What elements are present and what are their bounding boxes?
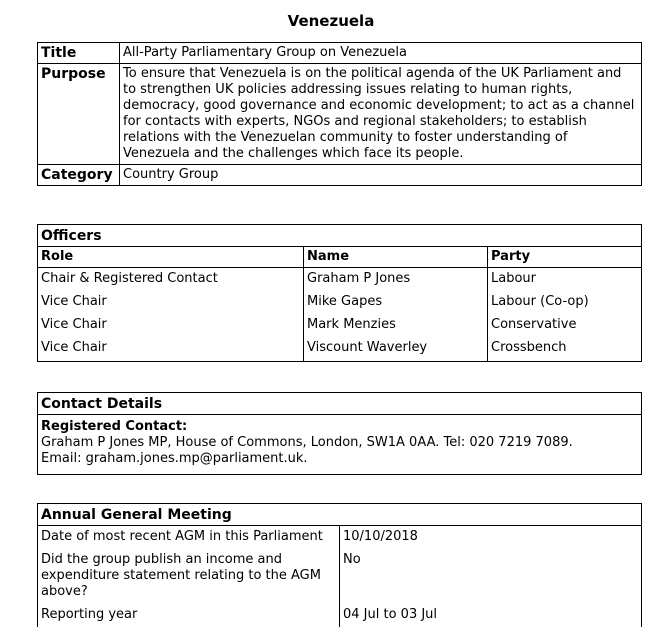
column-header-name: Name — [304, 247, 488, 268]
category-row — [38, 165, 642, 186]
officer-role: Chair & Registered Contact — [38, 268, 304, 292]
officer-party: Labour — [491, 271, 536, 286]
column-header-party: Party — [488, 247, 642, 268]
officers-heading: Officers — [38, 225, 642, 247]
table-row — [38, 291, 642, 314]
category-value: Country Group — [120, 165, 642, 186]
contact-address: Graham P Jones MP, House of Commons, London, SW1A 0AA. Tel: 020 7219 7089. — [41, 435, 573, 450]
officer-role: Vice Chair — [38, 314, 304, 337]
table-row — [38, 604, 642, 627]
officer-party: Crossbench — [491, 340, 567, 355]
agm-heading: Annual General Meeting — [38, 504, 642, 526]
table-row — [38, 314, 642, 337]
agm-answer: 10/10/2018 — [340, 526, 642, 550]
table-row — [38, 337, 642, 362]
officer-name: Mike Gapes — [304, 291, 488, 314]
officer-name: Mark Menzies — [304, 314, 488, 337]
officer-name: Viscount Waverley — [304, 337, 488, 362]
officer-role: Vice Chair — [38, 291, 304, 314]
table-row — [38, 268, 642, 292]
contact-email: Email: graham.jones.mp@parliament.uk. — [41, 451, 308, 466]
table-row — [38, 526, 642, 550]
title-label: Title — [38, 43, 120, 64]
agm-table — [37, 503, 642, 627]
group-info-table — [37, 42, 642, 186]
contact-body — [38, 415, 642, 475]
page-title: Venezuela — [287, 12, 375, 30]
registered-contact-label: Registered Contact: — [41, 419, 188, 434]
officer-name: Graham P Jones — [304, 268, 488, 292]
purpose-row — [38, 64, 642, 165]
officers-table — [37, 224, 642, 362]
contact-details-table — [37, 392, 642, 475]
purpose-label: Purpose — [38, 64, 120, 165]
agm-question: Did the group publish an income and expenditure statement relating to the AGM above? — [41, 552, 321, 599]
category-label: Category — [38, 165, 120, 186]
agm-question: Reporting year — [41, 607, 138, 622]
officer-role: Vice Chair — [38, 337, 304, 362]
officer-party: Conservative — [491, 317, 577, 332]
column-header-role: Role — [38, 247, 304, 268]
title-row — [38, 43, 642, 64]
title-value: All-Party Parliamentary Group on Venezuela — [120, 43, 642, 64]
agm-question: Date of most recent AGM in this Parliament — [41, 529, 323, 544]
contact-heading: Contact Details — [38, 393, 642, 415]
purpose-value: To ensure that Venezuela is on the political agenda of the UK Parliament and to strengthen UK policies addressing issues relating to human rights, democracy, good governance and economic development; to act as a channel for contacts with experts, NGOs and regional stakeholders; to establish relations with the Venezuelan community to foster understanding of Venezuela and the challenges which face its people. — [120, 64, 642, 165]
agm-answer: No — [340, 549, 642, 604]
agm-answer: 04 Jul to 03 Jul — [340, 604, 642, 627]
officer-party: Labour (Co-op) — [491, 294, 589, 309]
table-row — [38, 549, 642, 604]
